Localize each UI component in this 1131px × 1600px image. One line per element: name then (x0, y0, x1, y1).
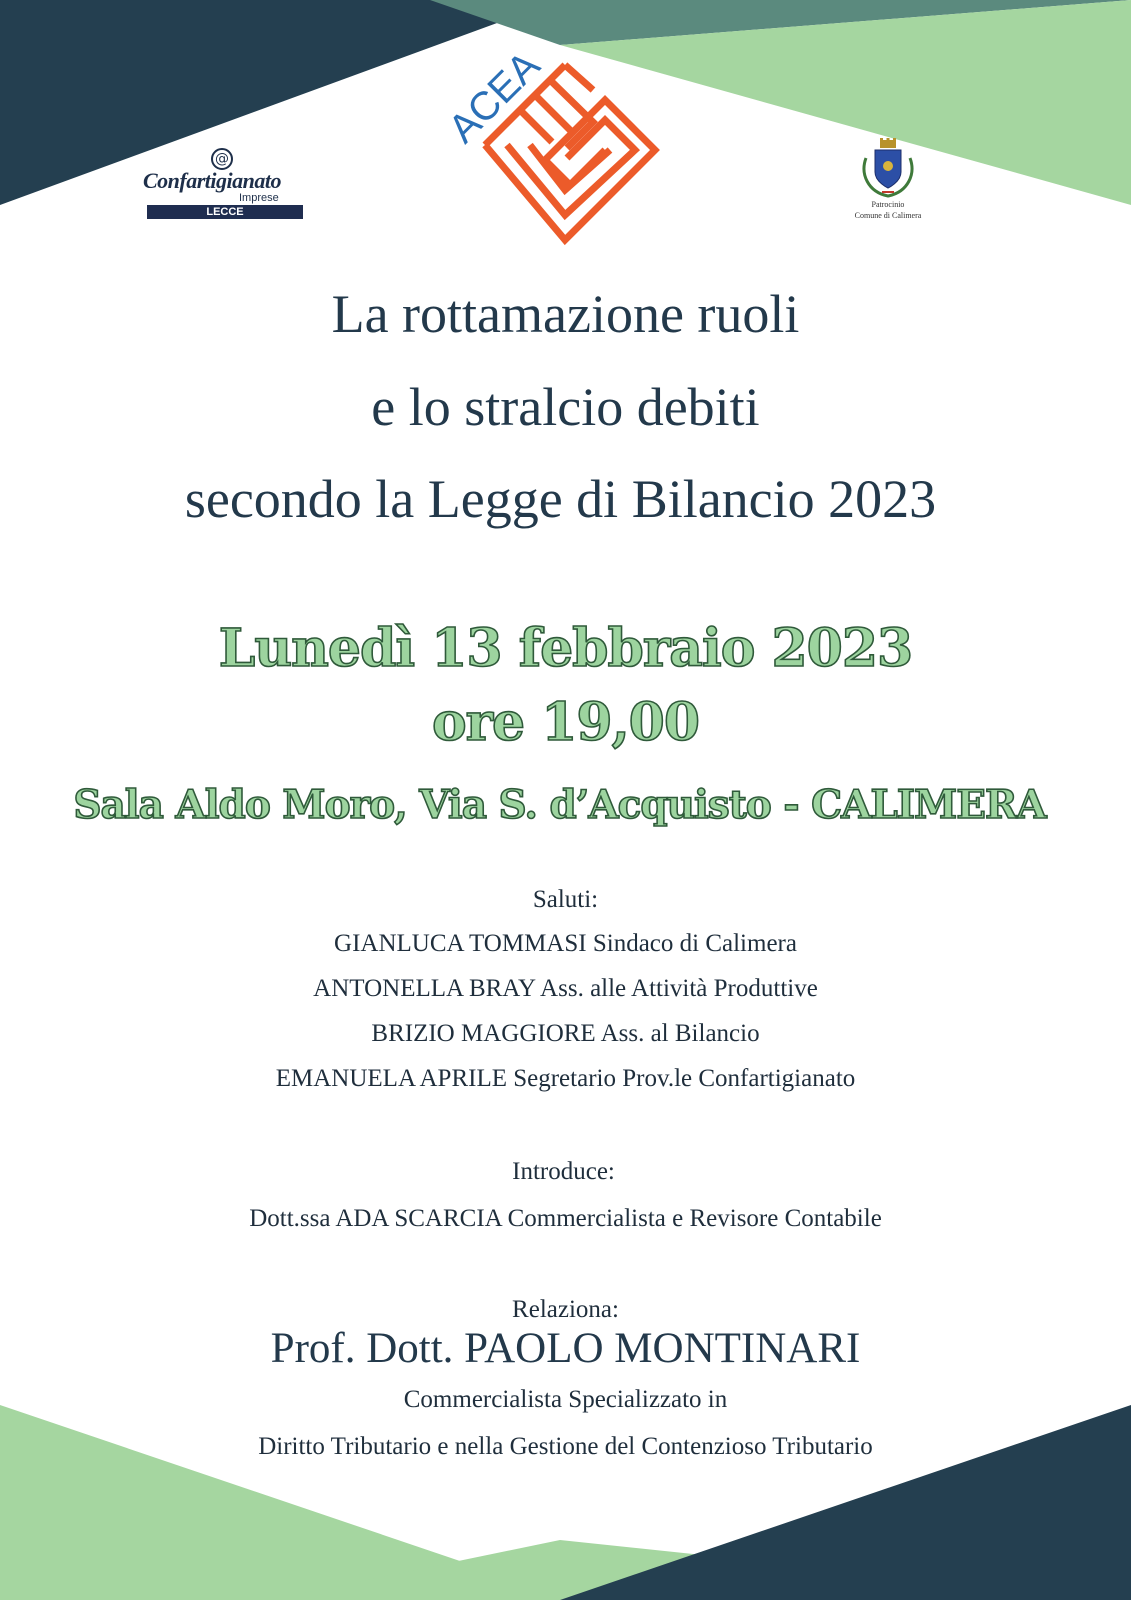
title-line-1: La rottamazione ruoli (331, 284, 800, 344)
confartigianato-logo (143, 148, 307, 222)
introduce-heading: Introduce: (512, 1158, 615, 1185)
at-symbol-icon: @ (211, 148, 233, 170)
saluti-heading: Saluti: (532, 886, 599, 913)
relaziona-heading: Relaziona: (512, 1296, 619, 1323)
acea-text: ACEA (440, 43, 549, 152)
acea-wordmark (440, 43, 675, 250)
event-time: ore 19,00 (431, 692, 700, 753)
title-line-2: e lo stralcio debiti (371, 377, 760, 437)
relaziona-role-2: Diritto Tributario e nella Gestione del Contenzioso Tributario (258, 1433, 873, 1460)
confartigianato-name: Confartigianato (143, 168, 281, 193)
crest-icon (858, 136, 918, 200)
relaziona-role-1: Commercialista Specializzato in (403, 1386, 728, 1413)
relaziona-speaker: Prof. Dott. PAOLO MONTINARI (270, 1325, 861, 1372)
saluti-speaker-1: GIANLUCA TOMMASI Sindaco di Calimera (334, 930, 797, 957)
acea-logo (440, 43, 675, 250)
title-line-3: secondo la Legge di Bilancio 2023 (184, 469, 937, 529)
saluti-speaker-3: BRIZIO MAGGIORE Ass. al Bilancio (371, 1020, 760, 1047)
comune-logo (838, 136, 938, 226)
confartigianato-city: LECCE (147, 205, 303, 219)
comune-caption-1: Patrocinio (871, 200, 905, 209)
confartigianato-sub: Imprese (239, 192, 279, 204)
event-venue: Sala Aldo Moro, Via S. d’Acquisto - CALIMERA (73, 782, 1046, 828)
saluti-speaker-4: EMANUELA APRILE Segretario Prov.le Confartigianato (275, 1065, 856, 1092)
introduce-speaker: Dott.ssa ADA SCARCIA Commercialista e Revisore Contabile (249, 1205, 882, 1232)
event-date: Lunedì 13 febbraio 2023 (218, 618, 913, 679)
comune-caption-2: Comune di Calimera (854, 211, 922, 220)
saluti-speaker-2: ANTONELLA BRAY Ass. alle Attività Produttive (313, 975, 818, 1002)
